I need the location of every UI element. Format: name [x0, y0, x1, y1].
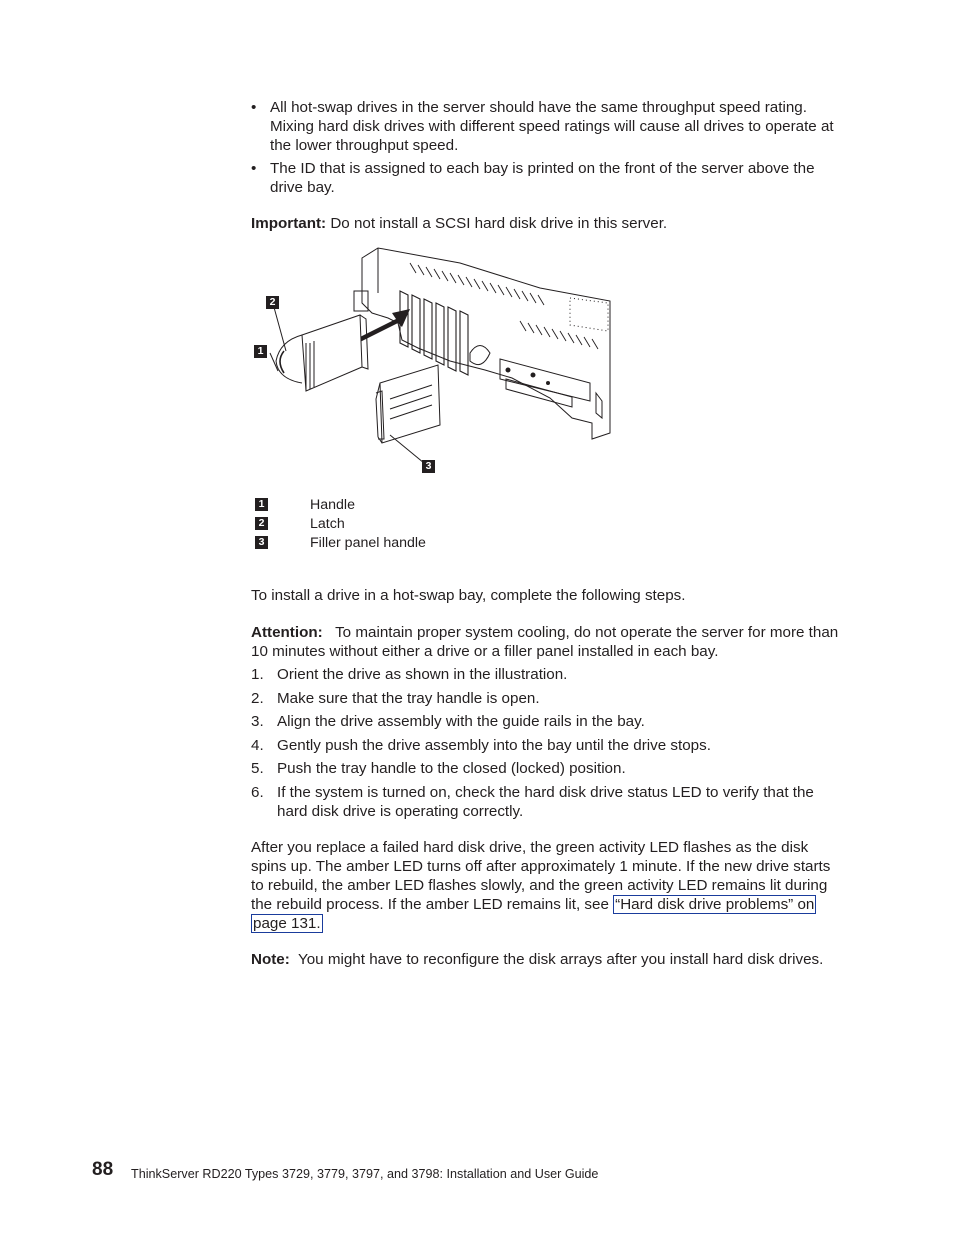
figure-legend [255, 496, 655, 553]
step-number: 2. [251, 689, 264, 707]
step-text: Align the drive assembly with the guide rails in the bay. [277, 713, 645, 730]
after-replace-paragraph [251, 838, 843, 933]
callout-3: 3 [422, 460, 435, 473]
step-number: 4. [251, 736, 264, 754]
important-label: Important: [251, 215, 327, 232]
step-text: Gently push the drive assembly into the bay until the drive stops. [277, 736, 711, 754]
bullet-symbol: • [251, 160, 257, 177]
hot-swap-drive-figure [250, 243, 620, 478]
step-item [251, 712, 841, 731]
attention-text: To maintain proper system cooling, do not operate the server for more than 10 minutes without either a drive or a filler panel installed in each bay. [251, 624, 839, 660]
footer-title: ThinkServer RD220 Types 3729, 3779, 3797, and 3798: Installation and User Guide [131, 1167, 599, 1181]
steps-list [251, 665, 841, 825]
callout-2: 2 [266, 296, 279, 309]
attention-paragraph [251, 623, 841, 661]
legend-number: 1 [255, 498, 268, 511]
legend-label: Handle [310, 497, 355, 513]
step-item [251, 665, 841, 684]
note-label: Note: [251, 951, 290, 968]
intro-paragraph: To install a drive in a hot-swap bay, complete the following steps. [251, 587, 686, 604]
important-text: Do not install a SCSI hard disk drive in this server. [330, 215, 668, 232]
legend-label: Filler panel handle [310, 535, 426, 551]
page-number: 88 [92, 1159, 114, 1180]
legend-row [255, 534, 655, 553]
step-number: 6. [251, 783, 264, 801]
legend-label: Latch [310, 516, 345, 532]
bullet-symbol: • [251, 99, 257, 116]
bullet-item [251, 159, 841, 197]
step-text: Make sure that the tray handle is open. [277, 689, 540, 707]
note-paragraph [251, 950, 841, 969]
hard-disk-problems-link[interactable]: “Hard disk drive problems” on page 131. [253, 896, 815, 932]
important-paragraph [251, 214, 841, 233]
step-item [251, 689, 841, 708]
step-item [251, 759, 841, 778]
legend-number: 3 [255, 536, 268, 549]
server-drive-illustration [250, 243, 620, 478]
callout-1: 1 [254, 345, 267, 358]
bullet-list [251, 98, 841, 201]
note-text: You might have to reconfigure the disk arrays after you install hard disk drives. [297, 951, 824, 968]
legend-row [255, 515, 655, 534]
step-text: Orient the drive as shown in the illustration. [277, 666, 568, 683]
step-number: 1. [251, 666, 264, 683]
after-text: After you replace a failed hard disk drive, the green activity LED flashes as the disk spins up. The amber LED turns off after approximately 1 minute. If the new drive starts to rebuild, the amber LED flashes slowly, and the green activity LED remains lit during the rebuild process. If the amber LED remains lit, see [251, 839, 831, 913]
step-item [251, 783, 841, 821]
step-text: If the system is turned on, check the hard disk drive status LED to verify that the hard disk drive is operating correctly. [277, 783, 814, 820]
bullet-text: All hot-swap drives in the server should have the same throughput speed rating. Mixing hard disk drives with different speed ratings will cause all drives to operate at the lower throughput speed. [270, 99, 834, 154]
step-number: 3. [251, 713, 264, 730]
legend-row [255, 496, 655, 515]
step-text: Push the tray handle to the closed (locked) position. [277, 760, 626, 777]
step-item [251, 736, 841, 755]
bullet-item [251, 98, 841, 155]
step-number: 5. [251, 760, 264, 777]
bullet-text: The ID that is assigned to each bay is printed on the front of the server above the drive bay. [270, 160, 815, 196]
legend-number: 2 [255, 517, 268, 530]
attention-label: Attention: [251, 624, 323, 641]
